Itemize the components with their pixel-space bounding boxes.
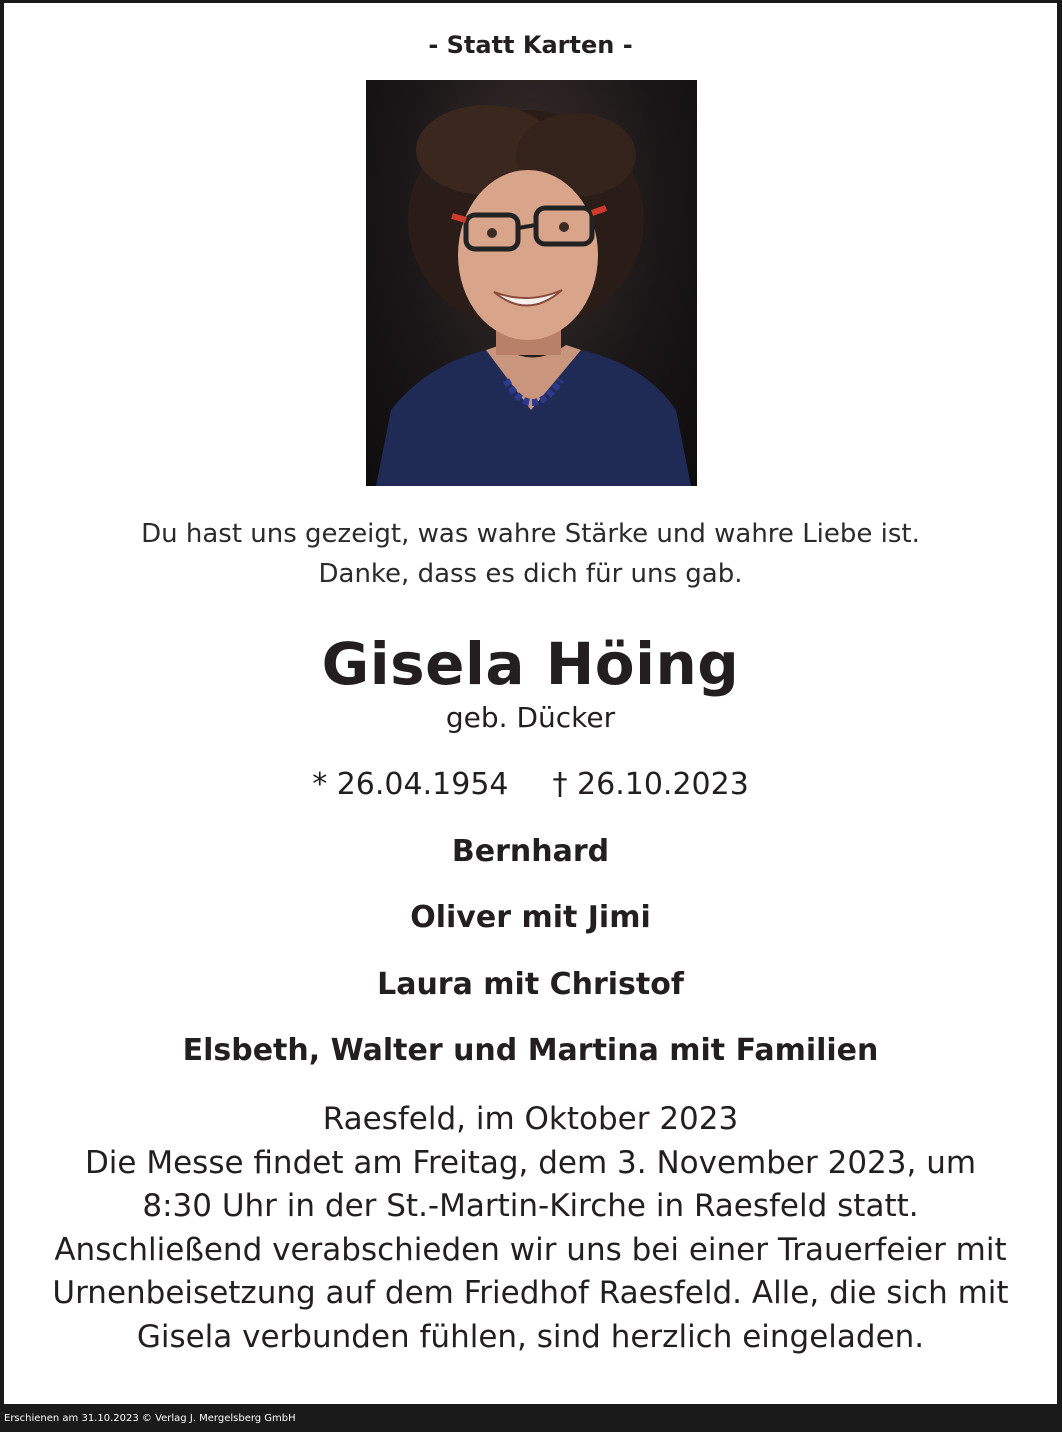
- birth-name: geb. Dücker: [445, 701, 616, 734]
- details-line: Gisela verbunden fühlen, sind herzlich eingeladen.: [136, 1318, 925, 1355]
- mourner-name: Laura mit Christof: [377, 967, 684, 1002]
- portrait-photo: [366, 80, 697, 486]
- funeral-details: [4, 1098, 1057, 1359]
- mourner-name: Elsbeth, Walter und Martina mit Familien: [182, 1033, 879, 1068]
- birth-date: * 26.04.1954: [312, 767, 509, 802]
- details-line: 8:30 Uhr in der St.-Martin-Kirche in Raesfeld statt.: [142, 1188, 919, 1224]
- details-line: Anschließend verabschieden wir uns bei einer Trauerfeier mit: [54, 1231, 1007, 1268]
- details-line: Raesfeld, im Oktober 2023: [322, 1101, 739, 1137]
- quote-line: Danke, dass es dich für uns gab.: [318, 559, 743, 589]
- deceased-name: Gisela Höing: [321, 630, 740, 698]
- obituary-notice: [4, 3, 1057, 1404]
- portrait-illustration: [366, 80, 697, 486]
- mourner-name: Oliver mit Jimi: [410, 900, 651, 935]
- life-dates: [4, 767, 1057, 802]
- quote: [4, 514, 1057, 594]
- publication-footer: Erschienen am 31.10.2023 © Verlag J. Mergelsberg GmbH: [4, 1413, 296, 1424]
- details-line: Urnenbeisetzung auf dem Friedhof Raesfeld. Alle, die sich mit: [52, 1275, 1009, 1311]
- death-date: † 26.10.2023: [552, 767, 749, 802]
- statt-karten-label: - Statt Karten -: [428, 31, 633, 59]
- mourner-name: Bernhard: [451, 834, 610, 869]
- quote-line: Du hast uns gezeigt, was wahre Stärke und wahre Liebe ist.: [141, 519, 920, 549]
- details-line: Die Messe findet am Freitag, dem 3. November 2023, um: [84, 1144, 977, 1181]
